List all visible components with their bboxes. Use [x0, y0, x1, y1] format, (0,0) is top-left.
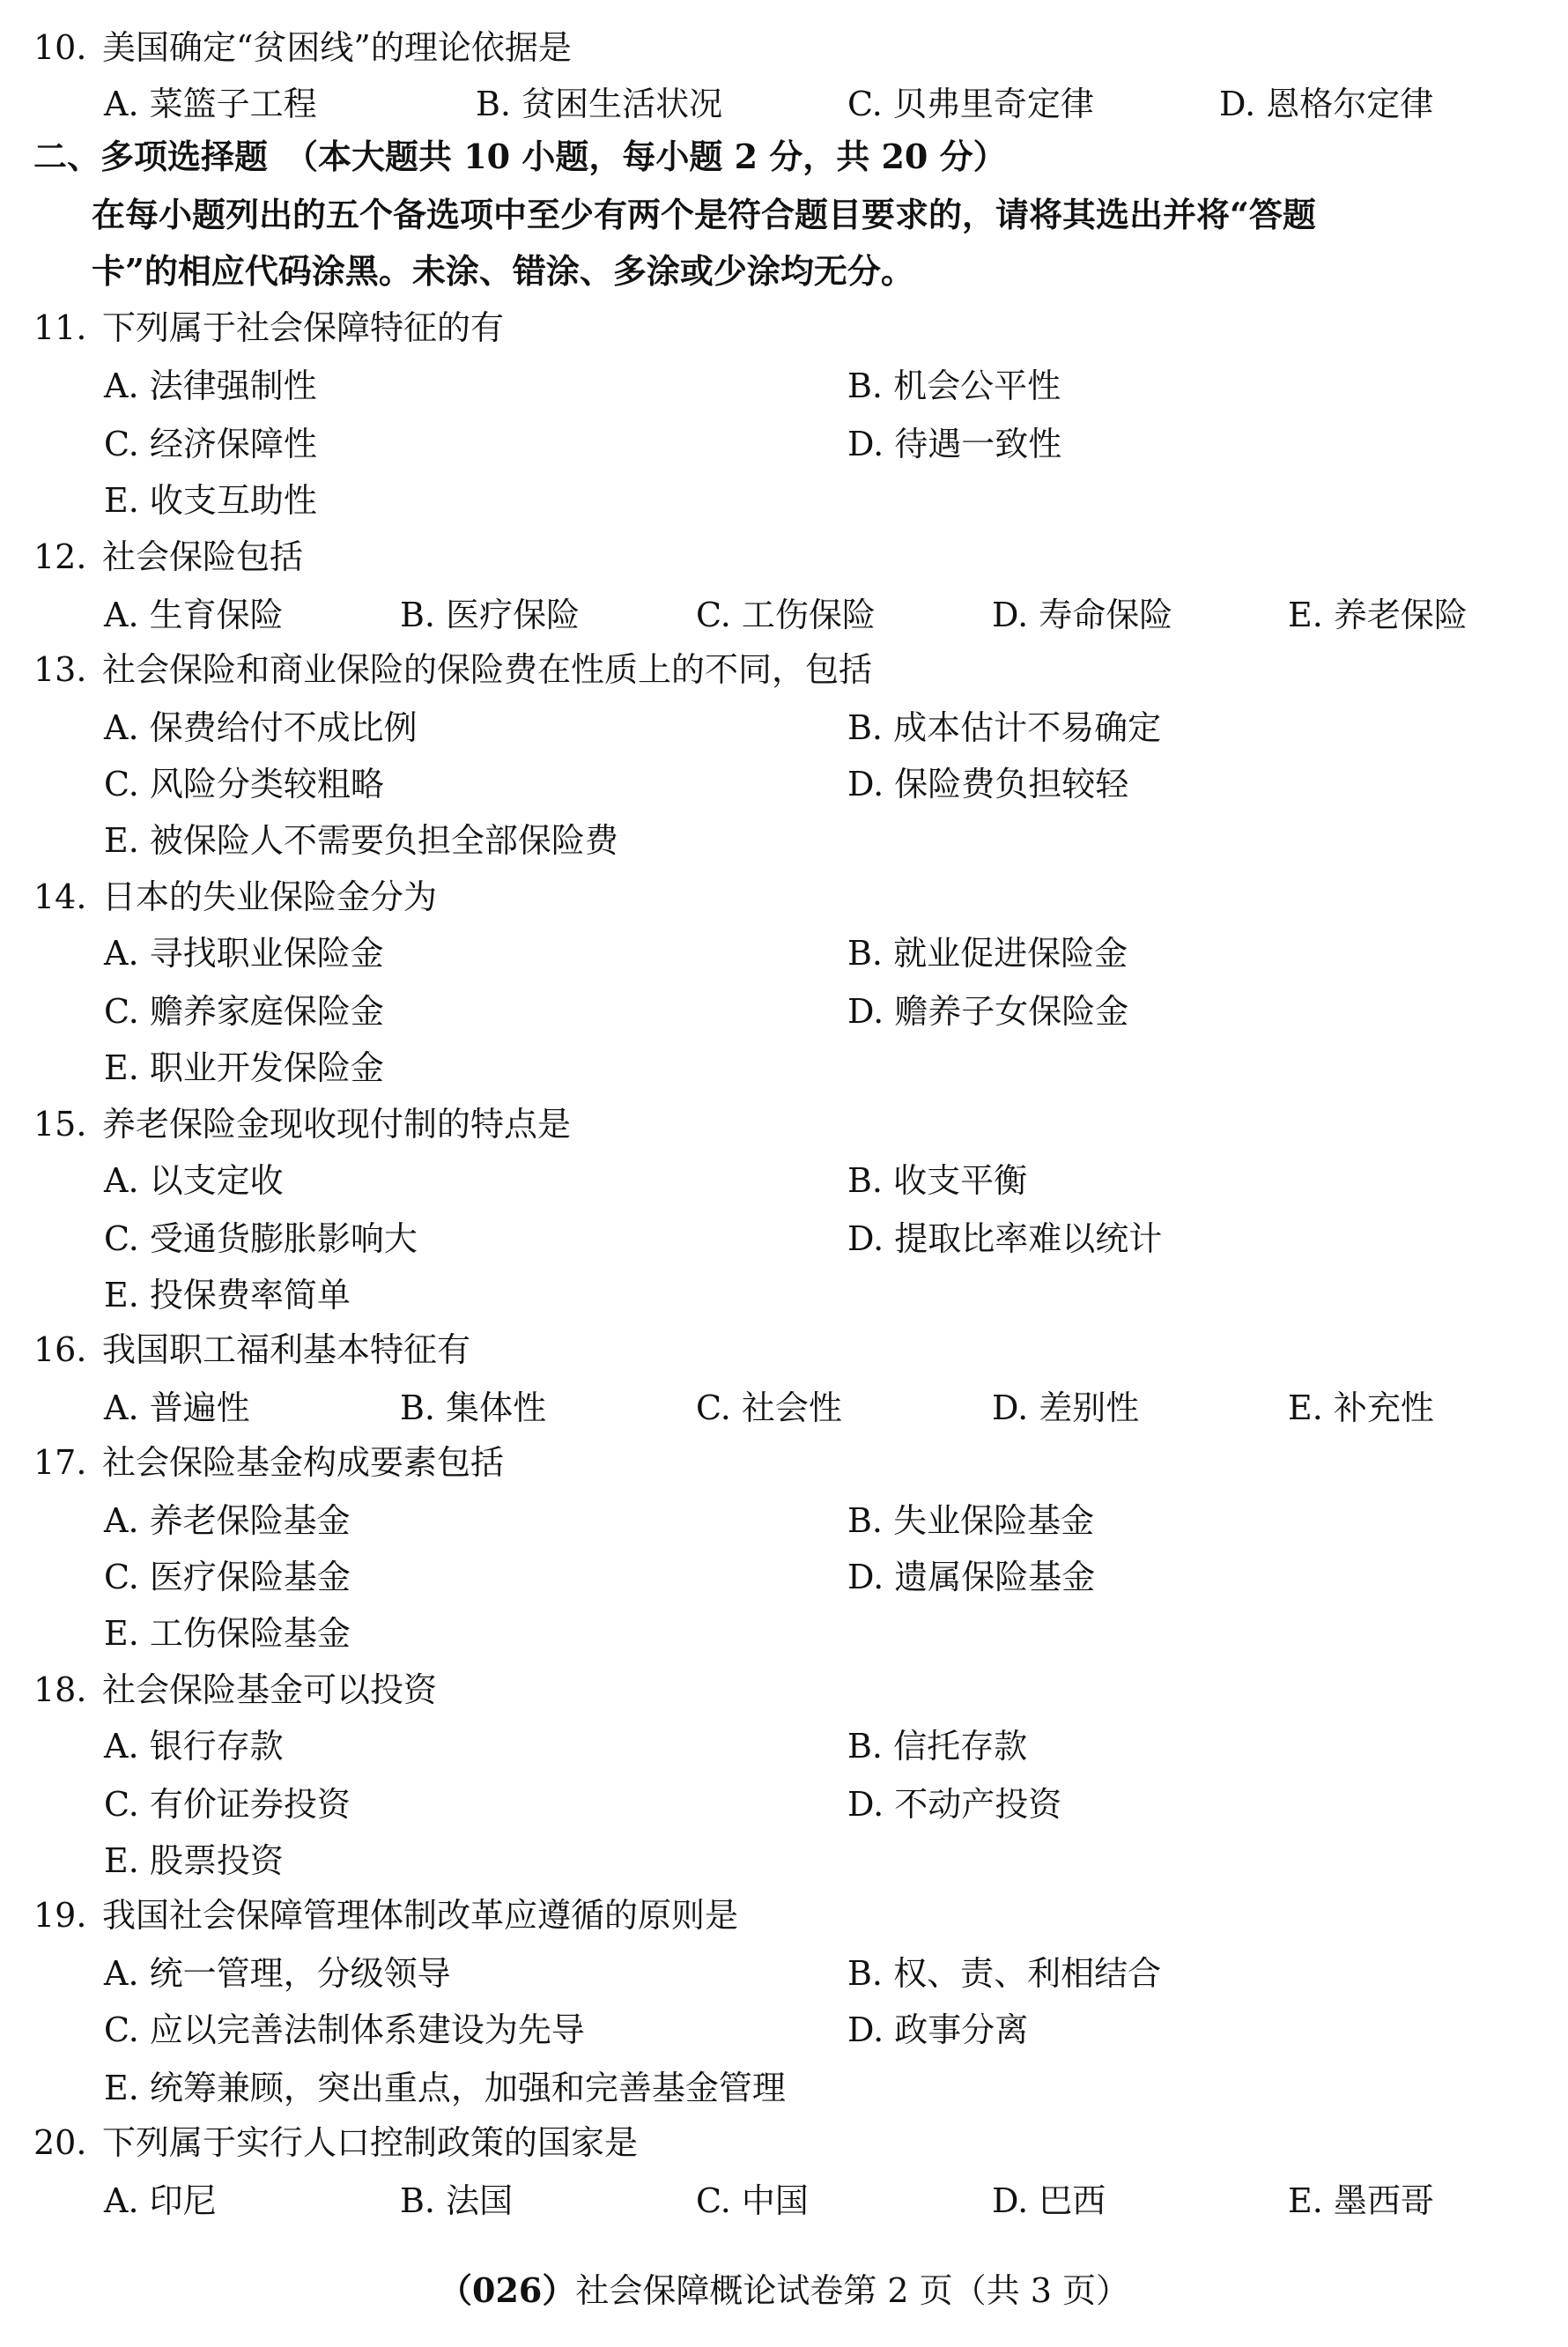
page-footer	[0, 2269, 1568, 2312]
q16-option-e: E. 补充性	[1288, 1388, 1434, 1427]
q15-option-c: C. 受通货膨胀影响大	[104, 1219, 418, 1258]
section-title: 二、多项选择题 （本大题共 10 小题，每小题 2 分，共 20 分）	[33, 137, 1007, 176]
q10-option-a: A. 菜篮子工程	[104, 85, 317, 123]
q19-option-a: A. 统一管理，分级领导	[104, 1954, 451, 1993]
question-text: 日本的失业保险金分为	[102, 877, 438, 916]
question-text: 下列属于社会保障特征的有	[102, 308, 505, 347]
question-number: 20.	[33, 2123, 87, 2162]
question-15-stem	[33, 1103, 571, 1145]
question-text: 社会保险基金可以投资	[102, 1670, 438, 1709]
q17-option-c: C. 医疗保险基金	[104, 1558, 351, 1596]
q12-option-e: E. 养老保险	[1288, 596, 1468, 634]
q11-option-b: B. 机会公平性	[847, 366, 1061, 405]
q14-option-a: A. 寻找职业保险金	[104, 934, 384, 973]
q18-option-a: A. 银行存款	[104, 1727, 284, 1766]
q12-option-b: B. 医疗保险	[400, 596, 581, 634]
question-13-stem	[33, 648, 872, 691]
question-20-stem	[33, 2121, 638, 2164]
q19-option-d: D. 政事分离	[847, 2010, 1029, 2049]
q10-option-c: C. 贝弗里奇定律	[847, 85, 1094, 123]
q18-option-c: C. 有价证券投资	[104, 1785, 351, 1824]
q11-option-e: E. 收支互助性	[104, 481, 317, 520]
q13-option-e: E. 被保险人不需要负担全部保险费	[104, 821, 618, 860]
question-11-stem	[33, 307, 504, 349]
q18-option-b: B. 信托存款	[847, 1727, 1028, 1766]
q11-option-d: D. 待遇一致性	[847, 425, 1062, 463]
q13-option-c: C. 风险分类较粗略	[104, 765, 384, 803]
question-text: 养老保险金现收现付制的特点是	[102, 1105, 572, 1144]
question-text: 美国确定“贫困线”的理论依据是	[102, 28, 572, 67]
q17-option-b: B. 失业保险基金	[847, 1501, 1095, 1540]
q17-option-a: A. 养老保险基金	[104, 1501, 351, 1540]
question-number: 10.	[33, 28, 87, 67]
question-number: 13.	[33, 650, 87, 689]
q13-option-d: D. 保险费负担较轻	[847, 765, 1129, 803]
section-instruction-line-2: 卡”的相应代码涂黑。未涂、错涂、多涂或少涂均无分。	[92, 251, 914, 291]
q19-option-e: E. 统筹兼顾，突出重点，加强和完善基金管理	[104, 2069, 786, 2107]
q16-option-a: A. 普遍性	[104, 1388, 250, 1427]
question-14-stem	[33, 876, 437, 918]
question-10-stem	[33, 26, 572, 69]
question-number: 12.	[33, 537, 87, 576]
question-16-stem	[33, 1329, 470, 1371]
question-number: 11.	[33, 308, 87, 347]
question-text: 社会保险基金构成要素包括	[102, 1443, 505, 1482]
q20-option-a: A. 印尼	[104, 2181, 217, 2220]
q14-option-c: C. 赡养家庭保险金	[104, 992, 384, 1031]
q11-option-a: A. 法律强制性	[104, 366, 317, 405]
q15-option-e: E. 投保费率简单	[104, 1276, 351, 1314]
question-text: 社会保险包括	[102, 537, 304, 576]
question-number: 15.	[33, 1105, 87, 1144]
section-instruction-line-1: 在每小题列出的五个备选项中至少有两个是符合题目要求的，请将其选出并将“答题	[92, 195, 1316, 234]
question-number: 19.	[33, 1896, 87, 1935]
q15-option-a: A. 以支定收	[104, 1161, 284, 1200]
q18-option-d: D. 不动产投资	[847, 1785, 1062, 1824]
q14-option-e: E. 职业开发保险金	[104, 1048, 384, 1087]
q16-option-b: B. 集体性	[400, 1388, 547, 1427]
question-18-stem	[33, 1669, 437, 1711]
question-number: 16.	[33, 1330, 87, 1369]
q20-option-d: D. 巴西	[992, 2181, 1106, 2220]
q20-option-c: C. 中国	[696, 2181, 809, 2220]
q12-option-c: C. 工伤保险	[696, 596, 876, 634]
q14-option-d: D. 赡养子女保险金	[847, 992, 1129, 1031]
q16-option-c: C. 社会性	[696, 1388, 842, 1427]
q20-option-e: E. 墨西哥	[1288, 2181, 1434, 2220]
question-number: 18.	[33, 1670, 87, 1709]
question-12-stem	[33, 536, 303, 578]
q20-option-b: B. 法国	[400, 2181, 514, 2220]
q12-option-a: A. 生育保险	[104, 596, 284, 634]
q12-option-d: D. 寿命保险	[992, 596, 1173, 634]
q17-option-d: D. 遗属保险基金	[847, 1558, 1096, 1596]
question-number: 14.	[33, 877, 87, 916]
question-text: 我国社会保障管理体制改革应遵循的原则是	[102, 1896, 739, 1935]
q19-option-c: C. 应以完善法制体系建设为先导	[104, 2010, 585, 2049]
question-17-stem	[33, 1441, 504, 1484]
question-19-stem	[33, 1894, 738, 1936]
q15-option-d: D. 提取比率难以统计	[847, 1219, 1163, 1258]
question-text: 我国职工福利基本特征有	[102, 1330, 471, 1369]
question-text: 下列属于实行人口控制政策的国家是	[102, 2123, 639, 2162]
q16-option-d: D. 差别性	[992, 1388, 1140, 1427]
q11-option-c: C. 经济保障性	[104, 425, 317, 463]
q13-option-a: A. 保费给付不成比例	[104, 708, 418, 747]
exam-code: （026）	[439, 2270, 576, 2310]
question-text: 社会保险和商业保险的保险费在性质上的不同，包括	[102, 650, 873, 689]
q14-option-b: B. 就业促进保险金	[847, 934, 1128, 973]
q10-option-d: D. 恩格尔定律	[1219, 85, 1434, 123]
question-number: 17.	[33, 1443, 87, 1482]
q17-option-e: E. 工伤保险基金	[104, 1614, 351, 1653]
q10-option-b: B. 贫困生活状况	[476, 85, 723, 123]
q18-option-e: E. 股票投资	[104, 1841, 284, 1880]
q13-option-b: B. 成本估计不易确定	[847, 708, 1162, 747]
q15-option-b: B. 收支平衡	[847, 1161, 1028, 1200]
footer-page-label: 社会保障概论试卷第 2 页（共 3 页）	[575, 2271, 1129, 2310]
q19-option-b: B. 权、责、利相结合	[847, 1954, 1162, 1993]
